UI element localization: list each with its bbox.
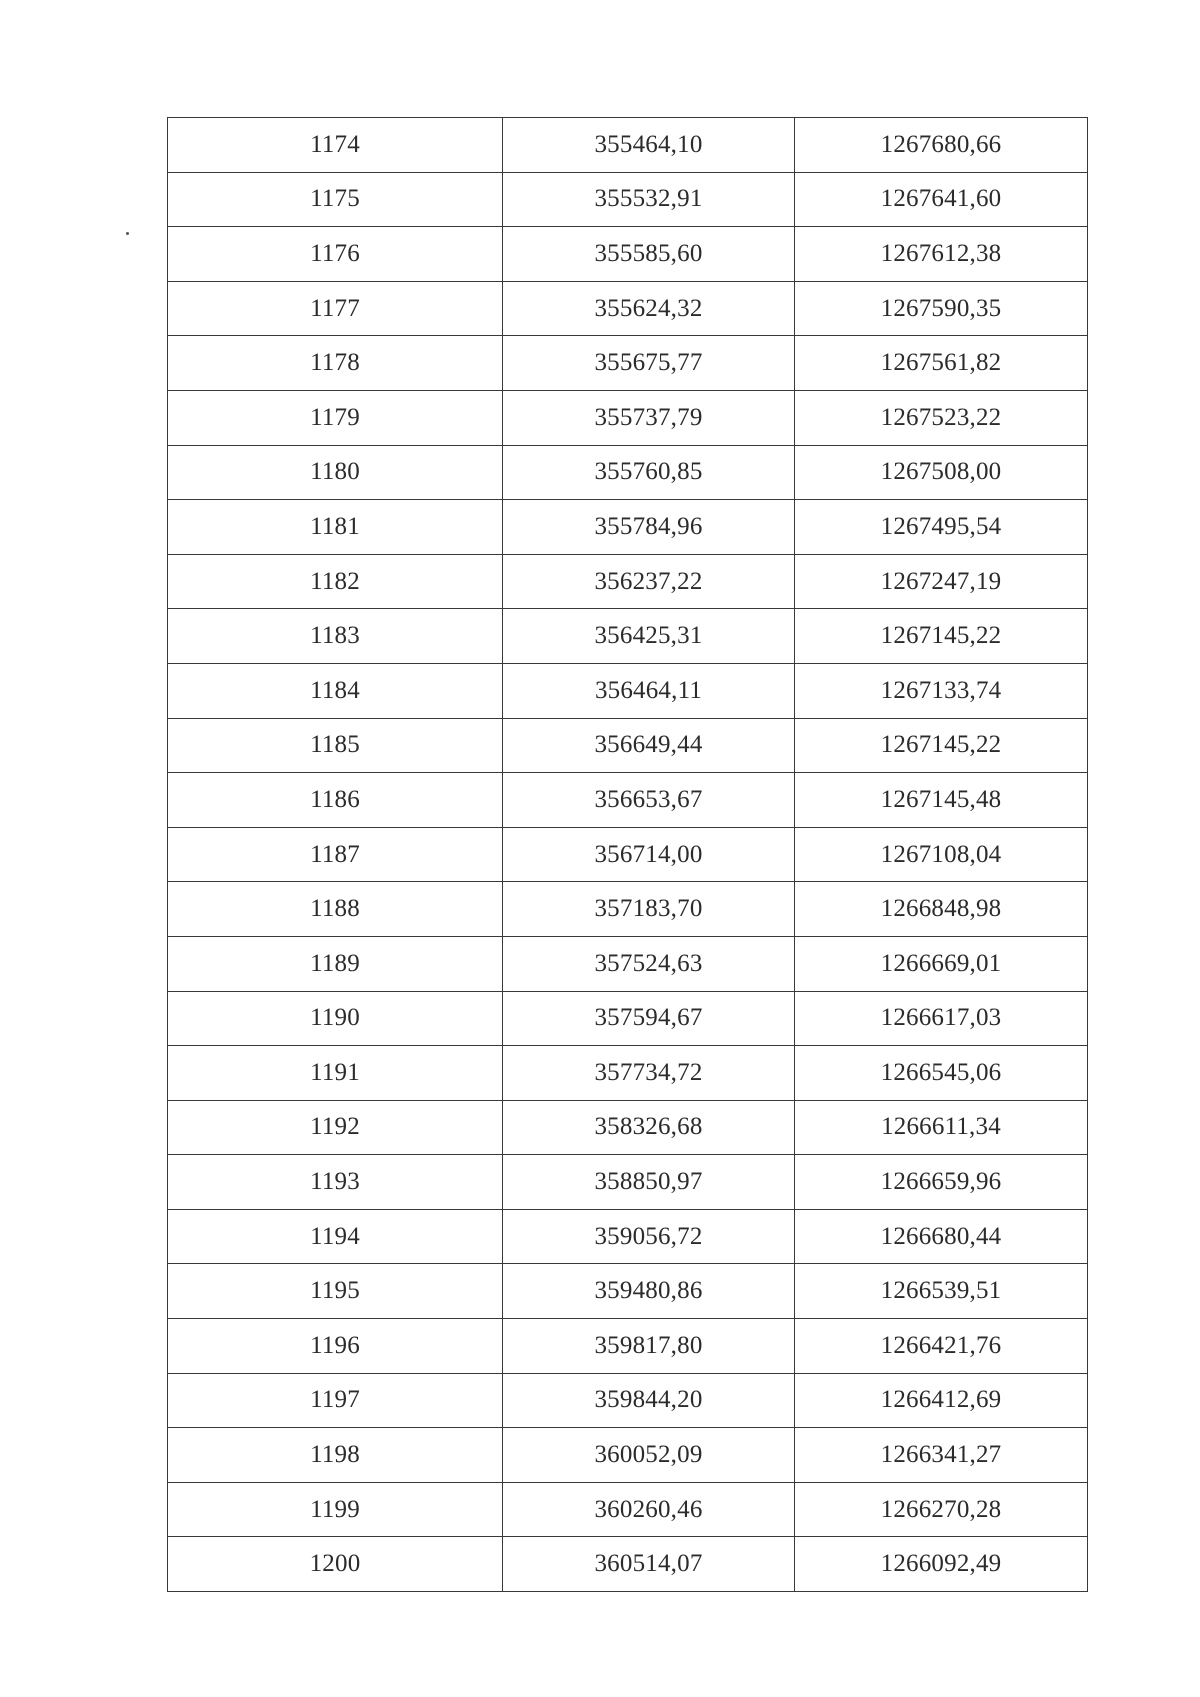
x-coordinate-cell: 355464,10	[503, 118, 795, 173]
x-coordinate-cell: 355784,96	[503, 500, 795, 555]
point-number-cell: 1191	[168, 1046, 503, 1101]
point-number-cell: 1188	[168, 882, 503, 937]
point-number-cell: 1187	[168, 827, 503, 882]
point-number-cell: 1189	[168, 936, 503, 991]
table-row	[168, 118, 1088, 173]
x-coordinate-cell: 359844,20	[503, 1373, 795, 1428]
y-coordinate-cell: 1267612,38	[795, 227, 1088, 282]
table-row	[168, 1482, 1088, 1537]
x-coordinate-cell: 357183,70	[503, 882, 795, 937]
table-row	[168, 500, 1088, 555]
point-number-cell: 1194	[168, 1209, 503, 1264]
table-row	[168, 936, 1088, 991]
point-number-cell: 1182	[168, 554, 503, 609]
y-coordinate-cell: 1267145,48	[795, 773, 1088, 828]
table-row	[168, 554, 1088, 609]
x-coordinate-cell: 359817,80	[503, 1319, 795, 1374]
x-coordinate-cell: 357594,67	[503, 991, 795, 1046]
table-row	[168, 1537, 1088, 1592]
x-coordinate-cell: 360260,46	[503, 1482, 795, 1537]
x-coordinate-cell: 358326,68	[503, 1100, 795, 1155]
point-number-cell: 1181	[168, 500, 503, 555]
x-coordinate-cell: 360052,09	[503, 1428, 795, 1483]
point-number-cell: 1196	[168, 1319, 503, 1374]
x-coordinate-cell: 360514,07	[503, 1537, 795, 1592]
point-number-cell: 1198	[168, 1428, 503, 1483]
point-number-cell: 1193	[168, 1155, 503, 1210]
y-coordinate-cell: 1267680,66	[795, 118, 1088, 173]
x-coordinate-cell: 355585,60	[503, 227, 795, 282]
point-number-cell: 1190	[168, 991, 503, 1046]
y-coordinate-cell: 1267590,35	[795, 281, 1088, 336]
table-row	[168, 663, 1088, 718]
y-coordinate-cell: 1266539,51	[795, 1264, 1088, 1319]
table-row	[168, 1319, 1088, 1374]
stray-mark	[126, 232, 129, 235]
y-coordinate-cell: 1267145,22	[795, 609, 1088, 664]
table-row	[168, 827, 1088, 882]
table-row	[168, 1209, 1088, 1264]
y-coordinate-cell: 1266270,28	[795, 1482, 1088, 1537]
table-row	[168, 991, 1088, 1046]
table-row	[168, 1428, 1088, 1483]
y-coordinate-cell: 1267247,19	[795, 554, 1088, 609]
y-coordinate-cell: 1266669,01	[795, 936, 1088, 991]
table-row	[168, 390, 1088, 445]
x-coordinate-cell: 357524,63	[503, 936, 795, 991]
coordinates-table-body	[168, 118, 1088, 1592]
x-coordinate-cell: 359056,72	[503, 1209, 795, 1264]
y-coordinate-cell: 1266412,69	[795, 1373, 1088, 1428]
point-number-cell: 1183	[168, 609, 503, 664]
y-coordinate-cell: 1267133,74	[795, 663, 1088, 718]
table-row	[168, 1046, 1088, 1101]
point-number-cell: 1184	[168, 663, 503, 718]
point-number-cell: 1192	[168, 1100, 503, 1155]
table-row	[168, 445, 1088, 500]
table-row	[168, 609, 1088, 664]
table-row	[168, 718, 1088, 773]
table-row	[168, 882, 1088, 937]
table-row	[168, 1373, 1088, 1428]
y-coordinate-cell: 1266545,06	[795, 1046, 1088, 1101]
x-coordinate-cell: 356425,31	[503, 609, 795, 664]
y-coordinate-cell: 1267523,22	[795, 390, 1088, 445]
y-coordinate-cell: 1267145,22	[795, 718, 1088, 773]
point-number-cell: 1179	[168, 390, 503, 445]
x-coordinate-cell: 357734,72	[503, 1046, 795, 1101]
x-coordinate-cell: 356714,00	[503, 827, 795, 882]
y-coordinate-cell: 1266848,98	[795, 882, 1088, 937]
table-row	[168, 336, 1088, 391]
table-row	[168, 281, 1088, 336]
y-coordinate-cell: 1266680,44	[795, 1209, 1088, 1264]
point-number-cell: 1174	[168, 118, 503, 173]
table-row	[168, 773, 1088, 828]
point-number-cell: 1197	[168, 1373, 503, 1428]
y-coordinate-cell: 1267108,04	[795, 827, 1088, 882]
x-coordinate-cell: 356649,44	[503, 718, 795, 773]
point-number-cell: 1180	[168, 445, 503, 500]
table-row	[168, 172, 1088, 227]
point-number-cell: 1185	[168, 718, 503, 773]
point-number-cell: 1176	[168, 227, 503, 282]
point-number-cell: 1186	[168, 773, 503, 828]
point-number-cell: 1178	[168, 336, 503, 391]
x-coordinate-cell: 358850,97	[503, 1155, 795, 1210]
coordinates-table	[167, 117, 1088, 1592]
x-coordinate-cell: 355737,79	[503, 390, 795, 445]
x-coordinate-cell: 356653,67	[503, 773, 795, 828]
table-row	[168, 1264, 1088, 1319]
y-coordinate-cell: 1267561,82	[795, 336, 1088, 391]
x-coordinate-cell: 355760,85	[503, 445, 795, 500]
y-coordinate-cell: 1267641,60	[795, 172, 1088, 227]
x-coordinate-cell: 355532,91	[503, 172, 795, 227]
table-row	[168, 227, 1088, 282]
point-number-cell: 1195	[168, 1264, 503, 1319]
y-coordinate-cell: 1266659,96	[795, 1155, 1088, 1210]
table-row	[168, 1100, 1088, 1155]
x-coordinate-cell: 355624,32	[503, 281, 795, 336]
y-coordinate-cell: 1266092,49	[795, 1537, 1088, 1592]
point-number-cell: 1199	[168, 1482, 503, 1537]
x-coordinate-cell: 359480,86	[503, 1264, 795, 1319]
x-coordinate-cell: 355675,77	[503, 336, 795, 391]
point-number-cell: 1177	[168, 281, 503, 336]
y-coordinate-cell: 1266421,76	[795, 1319, 1088, 1374]
y-coordinate-cell: 1266617,03	[795, 991, 1088, 1046]
y-coordinate-cell: 1266611,34	[795, 1100, 1088, 1155]
point-number-cell: 1200	[168, 1537, 503, 1592]
x-coordinate-cell: 356464,11	[503, 663, 795, 718]
point-number-cell: 1175	[168, 172, 503, 227]
table-row	[168, 1155, 1088, 1210]
y-coordinate-cell: 1266341,27	[795, 1428, 1088, 1483]
x-coordinate-cell: 356237,22	[503, 554, 795, 609]
y-coordinate-cell: 1267508,00	[795, 445, 1088, 500]
y-coordinate-cell: 1267495,54	[795, 500, 1088, 555]
